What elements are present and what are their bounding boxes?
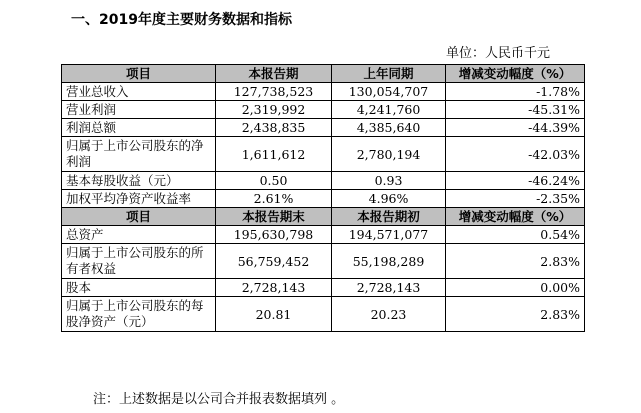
row-current: 56,759,452: [216, 244, 332, 279]
row-label: 归属于上市公司股东的所有者权益: [62, 244, 216, 279]
table-row: [62, 279, 585, 297]
row-label: 归属于上市公司股东的每股净资产（元）: [62, 297, 216, 332]
financial-table: [61, 64, 585, 332]
section-title: 一、2019年度主要财务数据和指标: [71, 12, 292, 28]
row-previous: 2,780,194: [332, 137, 446, 172]
row-change: 2.83%: [446, 244, 585, 279]
row-previous: 130,054,707: [332, 83, 446, 101]
table-header-row: [62, 208, 585, 226]
unit-label: 单位：人民币千元: [446, 46, 551, 61]
row-previous: 194,571,077: [332, 226, 446, 244]
table-row: [62, 119, 585, 137]
row-change: -44.39%: [446, 119, 585, 137]
row-current: 2,728,143: [216, 279, 332, 297]
row-label: 营业利润: [62, 101, 216, 119]
table-row: [62, 172, 585, 190]
header-prior-period: 上年同期: [332, 65, 446, 83]
row-previous: 4.96%: [332, 190, 446, 208]
row-previous: 4,385,640: [332, 119, 446, 137]
header-current-period: 本报告期: [216, 65, 332, 83]
row-current: 2,319,992: [216, 101, 332, 119]
header-period-start: 本报告期初: [332, 208, 446, 226]
row-change: -1.78%: [446, 83, 585, 101]
row-change: -45.31%: [446, 101, 585, 119]
row-label: 归属于上市公司股东的净利润: [62, 137, 216, 172]
row-label: 利润总额: [62, 119, 216, 137]
row-previous: 55,198,289: [332, 244, 446, 279]
row-current: 20.81: [216, 297, 332, 332]
row-label: 基本每股收益（元）: [62, 172, 216, 190]
row-previous: 20.23: [332, 297, 446, 332]
table-row: [62, 226, 585, 244]
row-change: 0.00%: [446, 279, 585, 297]
table-row: [62, 297, 585, 332]
row-change: -2.35%: [446, 190, 585, 208]
table-row: [62, 83, 585, 101]
row-change: -42.03%: [446, 137, 585, 172]
table-header-row: [62, 65, 585, 83]
row-change: 2.83%: [446, 297, 585, 332]
table-row: [62, 137, 585, 172]
header-item: 项目: [62, 208, 216, 226]
row-label: 加权平均净资产收益率: [62, 190, 216, 208]
row-change: -46.24%: [446, 172, 585, 190]
row-label: 股本: [62, 279, 216, 297]
row-previous: 2,728,143: [332, 279, 446, 297]
header-item: 项目: [62, 65, 216, 83]
row-change: 0.54%: [446, 226, 585, 244]
row-label: 营业总收入: [62, 83, 216, 101]
row-previous: 0.93: [332, 172, 446, 190]
row-current: 195,630,798: [216, 226, 332, 244]
header-period-end: 本报告期末: [216, 208, 332, 226]
header-change-pct: 增减变动幅度（%）: [446, 208, 585, 226]
row-label: 总资产: [62, 226, 216, 244]
row-current: 1,611,612: [216, 137, 332, 172]
table-row: [62, 244, 585, 279]
row-current: 127,738,523: [216, 83, 332, 101]
table-row: [62, 101, 585, 119]
table-row: [62, 190, 585, 208]
row-current: 2.61%: [216, 190, 332, 208]
row-current: 0.50: [216, 172, 332, 190]
row-previous: 4,241,760: [332, 101, 446, 119]
row-current: 2,438,835: [216, 119, 332, 137]
footnote: 注：上述数据是以公司合并报表数据填列 。: [93, 392, 345, 407]
header-change-pct: 增减变动幅度（%）: [446, 65, 585, 83]
